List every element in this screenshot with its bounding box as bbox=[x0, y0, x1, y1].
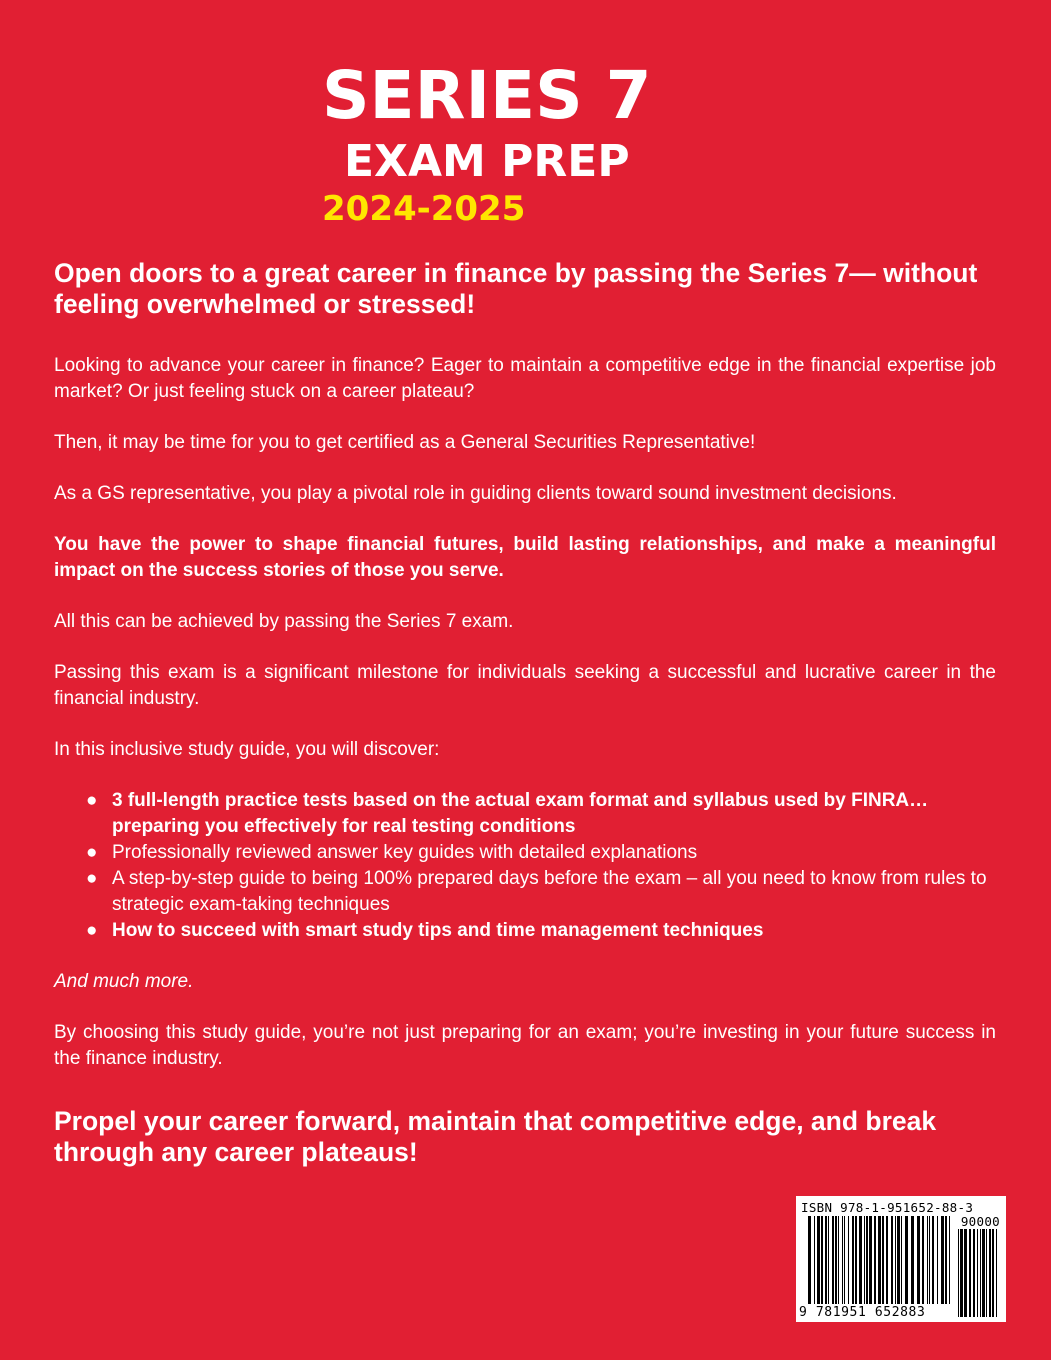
list-item-text: 3 full-length practice tests based on the actual exam format and syllabus used by FINRA… preparing you effectively for real testing conditions bbox=[112, 790, 929, 837]
back-cover-copy bbox=[54, 258, 996, 1168]
isbn-barcode bbox=[796, 1196, 1006, 1322]
milestone-paragraph: Passing this exam is a significant milestone for individuals seeking a successful and lucrative career in the financial industry. bbox=[54, 662, 996, 709]
feature-list bbox=[54, 788, 996, 944]
barcode-bars-icon bbox=[808, 1216, 950, 1304]
bullet-icon: ● bbox=[86, 868, 98, 889]
power-paragraph: You have the power to shape financial futures, build lasting relationships, and make a meaningful impact on the success stories of those you serve. bbox=[54, 534, 996, 581]
book-subtitle: EXAM PREP bbox=[344, 136, 630, 187]
headline: Open doors to a great career in finance by passing the Series 7— without feeling overwhelmed or stressed! bbox=[54, 258, 978, 319]
book-title: SERIES 7 bbox=[322, 57, 652, 134]
choosing-paragraph: By choosing this study guide, you’re not just preparing for an exam; you’re investing in your future success in the finance industry. bbox=[54, 1022, 996, 1069]
list-item-text: Professionally reviewed answer key guides with detailed explanations bbox=[112, 842, 698, 863]
ean-number: 9 781951 652883 bbox=[799, 1305, 926, 1320]
cover-title-block bbox=[322, 56, 742, 230]
book-year: 2024-2025 bbox=[322, 189, 526, 229]
closing-headline: Propel your career forward, maintain that competitive edge, and break through any career plateaus! bbox=[54, 1106, 937, 1167]
list-item-text: A step-by-step guide to being 100% prepared days before the exam – all you need to know from rules to strategic exam-taking techniques bbox=[112, 868, 987, 915]
more-paragraph: And much more. bbox=[54, 971, 194, 992]
bullet-icon: ● bbox=[86, 842, 98, 863]
isbn-label: ISBN 978-1-951652-88-3 bbox=[801, 1200, 974, 1215]
intro-paragraph: Looking to advance your career in finance? Eager to maintain a competitive edge in the financial expertise job market? Or just feeling stuck on a career plateau? bbox=[54, 355, 996, 402]
achievement-paragraph: All this can be achieved by passing the Series 7 exam. bbox=[54, 611, 514, 632]
list-item bbox=[54, 866, 996, 918]
price-addon-label: 90000 bbox=[960, 1214, 1000, 1229]
list-item bbox=[54, 788, 996, 840]
addon-barcode-bars-icon bbox=[958, 1229, 1000, 1317]
role-paragraph: As a GS representative, you play a pivotal role in guiding clients toward sound investment decisions. bbox=[54, 483, 897, 504]
discover-paragraph: In this inclusive study guide, you will discover: bbox=[54, 739, 440, 760]
bullet-icon: ● bbox=[86, 790, 98, 811]
list-item bbox=[54, 918, 996, 944]
list-item-text: How to succeed with smart study tips and time management techniques bbox=[112, 920, 764, 941]
bullet-icon: ● bbox=[86, 920, 98, 941]
list-item bbox=[54, 840, 996, 866]
certification-paragraph: Then, it may be time for you to get certified as a General Securities Representative! bbox=[54, 432, 756, 453]
